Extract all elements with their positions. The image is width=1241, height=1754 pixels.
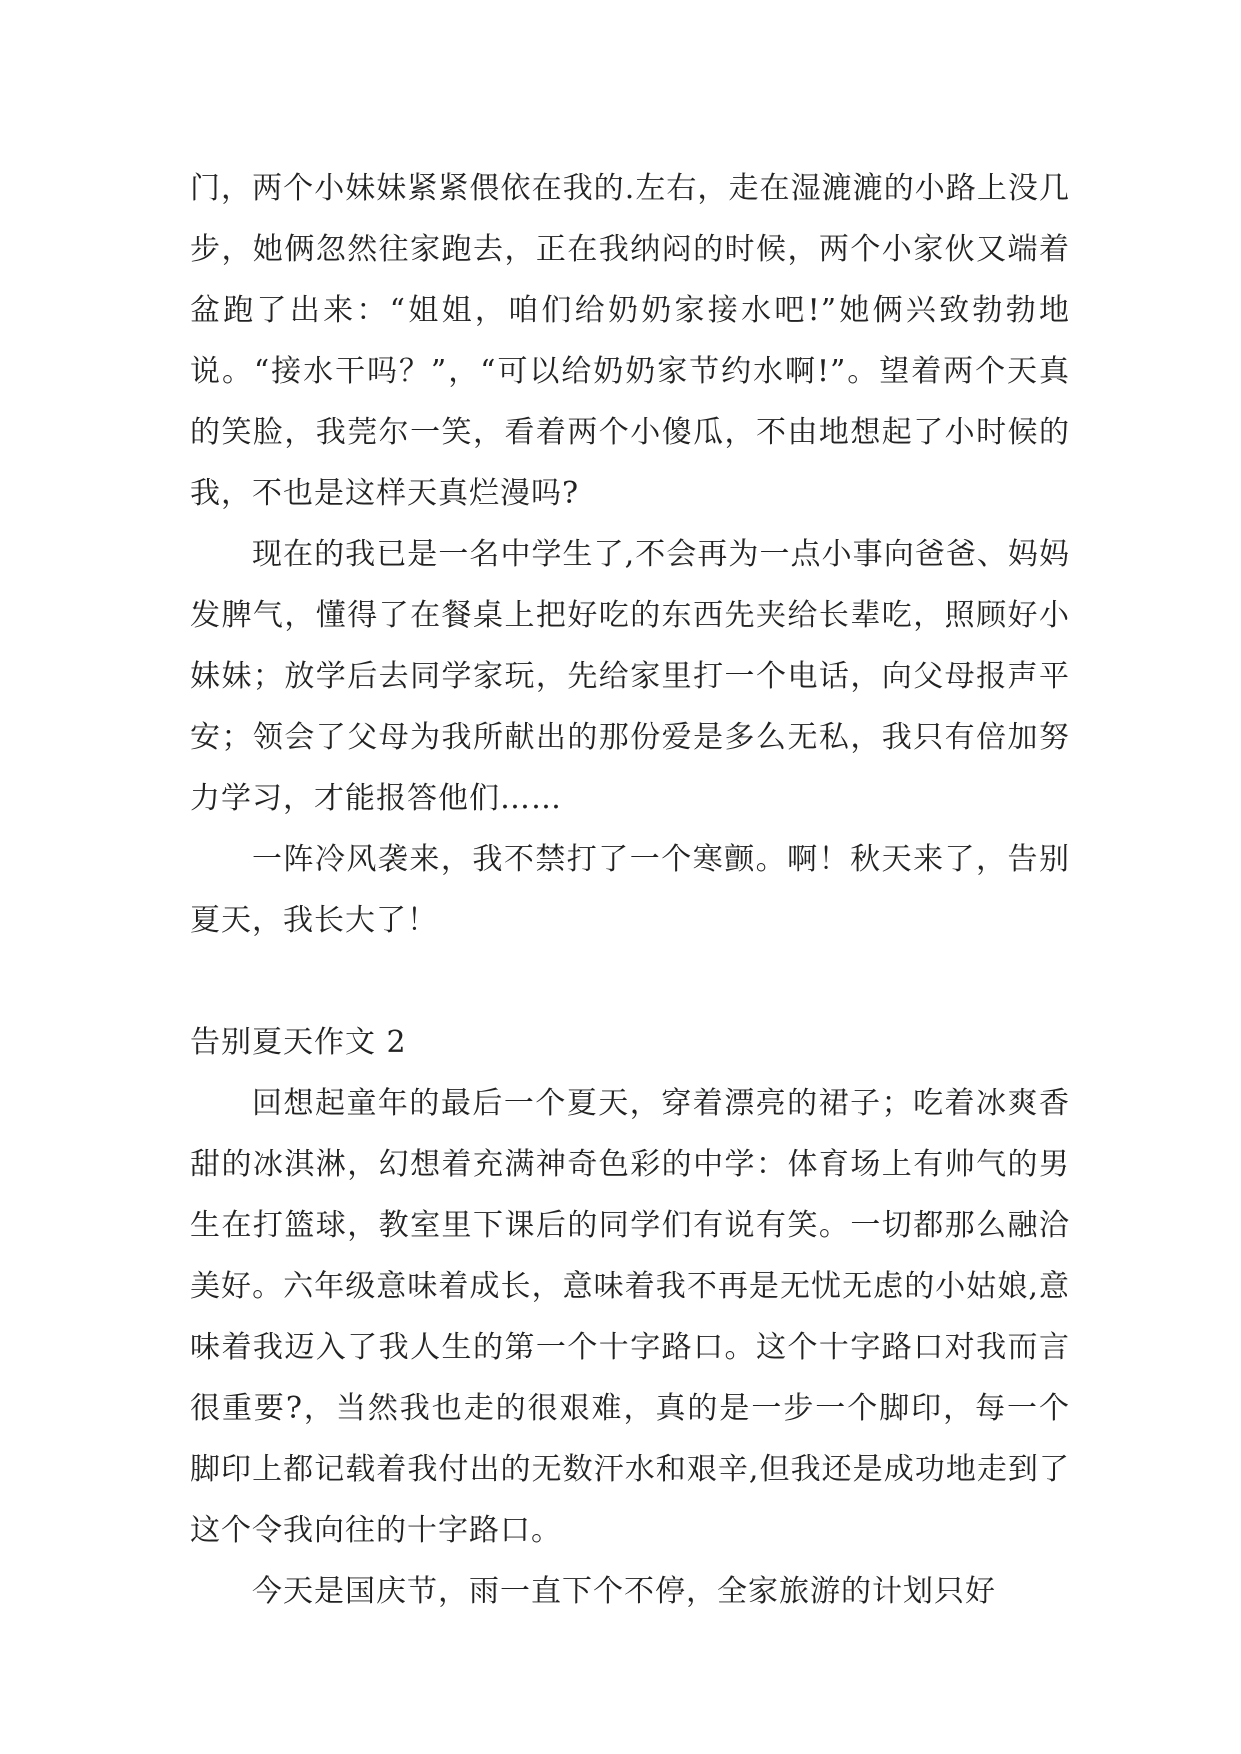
section-heading: 告别夏天作文 2: [190, 1025, 407, 1060]
paragraph: 一阵冷风袭来，我不禁打了一个寒颤。啊！秋天来了，告别夏天，我长大了！: [190, 842, 1070, 938]
paragraph: 今天是国庆节，雨一直下个不停，全家旅游的计划只好: [252, 1574, 996, 1609]
paragraph-continued: 门，两个小妹妹紧紧偎依在我的.左右，走在湿漉漉的小路上没几步，她俩忽然往家跑去，正在我纳闷的时候，两个小家伙又端着盆跑了出来：“姐姐，咱们给奶奶家接水吧!”她俩兴致勃勃地说。“接水干吗？”，“可以给奶奶家节约水啊!”。望着两个天真的笑脸，我莞尔一笑，看着两个小傻瓜，不由地想起了小时候的我，不也是这样天真烂漫吗?: [190, 171, 1070, 511]
paragraph: 回想起童年的最后一个夏天，穿着漂亮的裙子；吃着冰爽香甜的冰淇淋，幻想着充满神奇色彩的中学：体育场上有帅气的男生在打篮球，教室里下课后的同学们有说有笑。一切都那么融洽美好。六年级意味着成长，意味着我不再是无忧无虑的小姑娘,意味着我迈入了我人生的第一个十字路口。这个十字路口对我而言很重要?，当然我也走的很艰难，真的是一步一个脚印，每一个脚印上都记载着我付出的无数汗水和艰辛,但我还是成功地走到了这个令我向往的十字路口。: [190, 1086, 1070, 1548]
paragraph: 现在的我已是一名中学生了,不会再为一点小事向爸爸、妈妈发脾气，懂得了在餐桌上把好吃的东西先夹给长辈吃，照顾好小妹妹；放学后去同学家玩，先给家里打一个电话，向父母报声平安；领会了父母为我所献出的那份爱是多么无私，我只有倍加努力学习，才能报答他们……: [190, 537, 1070, 816]
section-gap: [190, 951, 1070, 1012]
document-body: [190, 158, 1070, 1622]
